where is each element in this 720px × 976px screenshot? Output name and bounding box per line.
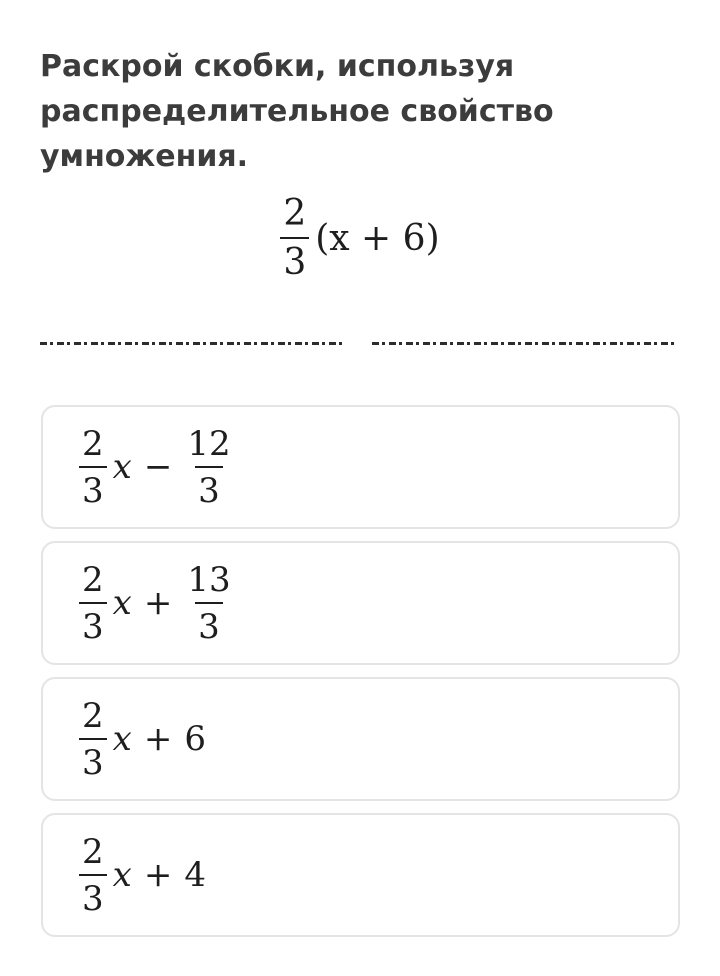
- option-2-coefficient-denominator: 3: [79, 602, 107, 644]
- option-3-coefficient-numerator: 2: [82, 695, 104, 736]
- expression: [0, 193, 720, 283]
- question-text: Раскрой скобки, используя распределительное свойство умножения.: [40, 49, 554, 174]
- option-2-constant-denominator: 3: [195, 602, 223, 644]
- option-4-expression: [79, 831, 206, 919]
- option-1-constant: [184, 423, 233, 511]
- option-1-expression: [79, 423, 234, 511]
- option-4-coefficient-numerator: 2: [82, 831, 104, 872]
- option-2-expression: [79, 559, 234, 647]
- expression-parenthesized: (x + 6): [315, 218, 440, 259]
- option-2-coefficient-numerator: 2: [82, 559, 104, 600]
- option-1-constant-denominator: 3: [195, 466, 223, 508]
- option-2-constant-numerator: 13: [187, 559, 231, 600]
- answer-options: [41, 405, 680, 949]
- option-4-operator: +: [143, 855, 173, 895]
- option-2-constant: [184, 559, 233, 647]
- option-1-operator: −: [143, 447, 173, 487]
- option-2-variable: x: [112, 583, 132, 623]
- option-1-constant-numerator: 12: [187, 423, 231, 464]
- option-4-coefficient: [79, 831, 107, 919]
- option-3-variable: x: [112, 719, 132, 759]
- option-1-variable: x: [112, 447, 132, 487]
- expression-math: [280, 193, 440, 283]
- option-4-variable: x: [112, 855, 132, 895]
- option-3-operator: +: [143, 719, 173, 759]
- option-2-coefficient: [79, 559, 107, 647]
- option-3-coefficient-denominator: 3: [79, 738, 107, 780]
- coefficient-denominator: 3: [280, 237, 309, 281]
- option-2-operator: +: [143, 583, 173, 623]
- answer-option-2[interactable]: [41, 541, 680, 665]
- option-1-coefficient: [79, 423, 107, 511]
- coefficient-fraction: [280, 193, 309, 283]
- option-3-constant: 6: [184, 719, 206, 759]
- option-4-coefficient-denominator: 3: [79, 874, 107, 916]
- answer-option-3[interactable]: [41, 677, 680, 801]
- coefficient-numerator: 2: [283, 193, 307, 234]
- option-1-coefficient-denominator: 3: [79, 466, 107, 508]
- answer-option-4[interactable]: [41, 813, 680, 937]
- option-4-constant: 4: [184, 855, 206, 895]
- option-1-coefficient-numerator: 2: [82, 423, 104, 464]
- option-3-expression: [79, 695, 206, 783]
- answer-divider: [40, 342, 678, 345]
- answer-option-1[interactable]: [41, 405, 680, 529]
- option-3-coefficient: [79, 695, 107, 783]
